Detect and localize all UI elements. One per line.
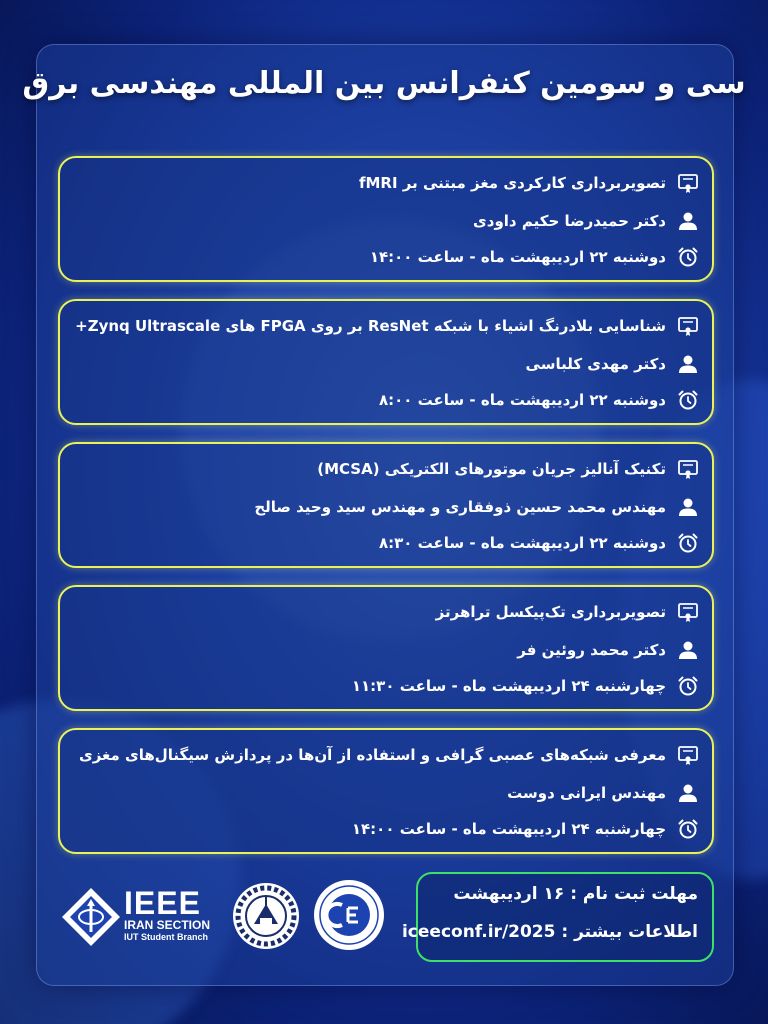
certificate-icon: [676, 600, 700, 624]
certificate-icon: [676, 743, 700, 767]
ieee-diamond-icon: [60, 886, 122, 948]
session-time-row: [72, 528, 700, 558]
session-card: [58, 585, 714, 711]
gear-emblem-icon: [230, 880, 302, 952]
certificate-icon: [676, 314, 700, 338]
session-card: [58, 728, 714, 854]
alarm-clock-icon: [676, 817, 700, 841]
ieee-branch: IUT Student Branch: [124, 932, 209, 942]
registration-deadline: مهلت ثبت نام : ۱۶ اردیبهشت: [453, 884, 698, 904]
university-emblem-logo: [230, 880, 302, 952]
session-topic-row: [72, 740, 700, 770]
session-topic: معرفی شبکه‌های عصبی گرافی و استفاده از آن‌ها در پردازش سیگنال‌های مغزی: [78, 746, 666, 764]
session-speaker: مهندس ایرانی دوست: [507, 784, 666, 802]
certificate-icon: [676, 457, 700, 481]
session-datetime: چهارشنبه ۲۴ اردیبهشت ماه - ساعت ۱۴:۰۰: [351, 820, 666, 838]
session-card: [58, 299, 714, 425]
user-icon: [676, 781, 700, 805]
session-speaker: دکتر مهدی کلباسی: [525, 355, 666, 373]
session-topic-row: [72, 168, 700, 198]
session-speaker: دکتر محمد روئین فر: [517, 641, 666, 659]
user-icon: [676, 352, 700, 376]
session-datetime: دوشنبه ۲۲ اردیبهشت ماه - ساعت ۸:۳۰: [378, 534, 666, 552]
session-speaker-row: [72, 206, 700, 236]
registration-info-box: [401, 872, 714, 962]
session-time-row: [72, 671, 700, 701]
session-card: [58, 442, 714, 568]
user-icon: [676, 638, 700, 662]
certificate-icon: [676, 171, 700, 195]
ieee-wordmark: [124, 885, 211, 943]
alarm-clock-icon: [676, 388, 700, 412]
alarm-clock-icon: [676, 674, 700, 698]
session-topic-row: [72, 597, 700, 627]
ieee-word: IEEE: [124, 885, 201, 921]
session-datetime: دوشنبه ۲۲ اردیبهشت ماه - ساعت ۱۴:۰۰: [369, 248, 666, 266]
session-datetime: دوشنبه ۲۲ اردیبهشت ماه - ساعت ۸:۰۰: [378, 391, 666, 409]
session-speaker-row: [72, 492, 700, 522]
session-topic: شناسایی بلادرنگ اشیاء با شبکه ResNet بر روی FPGA های Zynq Ultrascale+: [75, 317, 666, 335]
icee-emblem-icon: [312, 878, 386, 952]
session-speaker-row: [72, 635, 700, 665]
session-topic: تصویربرداری کارکردی مغز مبتنی بر fMRI: [358, 174, 666, 192]
session-topic: تکنیک آنالیز جریان موتورهای الکتریکی (MCSA): [317, 460, 666, 478]
session-speaker: مهندس محمد حسین ذوفقاری و مهندس سید وحید صالح: [254, 498, 666, 516]
session-time-row: [72, 814, 700, 844]
user-icon: [676, 209, 700, 233]
alarm-clock-icon: [676, 531, 700, 555]
session-card: [58, 156, 714, 282]
ieee-section: IRAN SECTION: [124, 918, 211, 932]
ieee-iran-section-logo: [60, 884, 220, 950]
session-speaker: دکتر حمیدرضا حکیم داودی: [473, 212, 666, 230]
session-time-row: [72, 242, 700, 272]
session-speaker-row: [72, 349, 700, 379]
alarm-clock-icon: [676, 245, 700, 269]
session-topic-row: [72, 311, 700, 341]
icee-conference-logo: [312, 878, 386, 952]
user-icon: [676, 495, 700, 519]
session-speaker-row: [72, 778, 700, 808]
session-topic-row: [72, 454, 700, 484]
more-info-link[interactable]: اطلاعات بیشتر : iceeconf.ir/2025: [401, 922, 698, 942]
session-time-row: [72, 385, 700, 415]
session-topic: تصویربرداری تک‌پیکسل تراهرتز: [435, 603, 666, 621]
session-datetime: چهارشنبه ۲۴ اردیبهشت ماه - ساعت ۱۱:۳۰: [351, 677, 666, 695]
page-title: سی و سومین کنفرانس بین المللی مهندسی برق: [22, 66, 746, 101]
